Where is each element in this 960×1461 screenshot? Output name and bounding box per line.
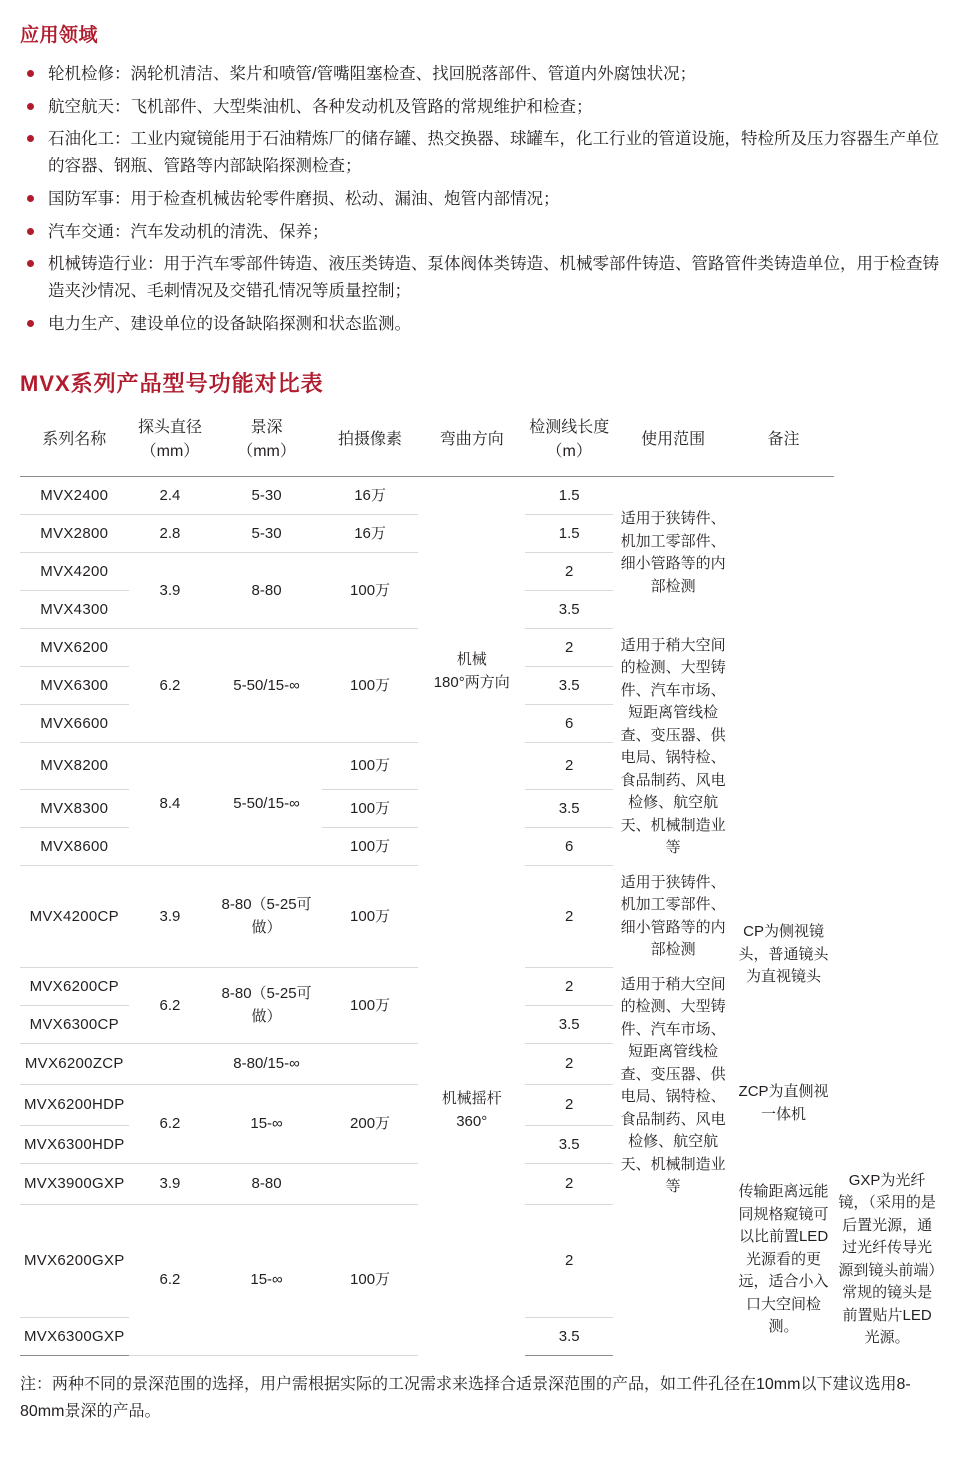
cell-series: MVX6300GXP bbox=[20, 1318, 129, 1356]
list-item bbox=[20, 126, 940, 179]
cell-length: 3.5 bbox=[525, 790, 613, 828]
cell-diameter: 3.9 bbox=[129, 553, 212, 629]
cell-pixels: 100万 bbox=[322, 828, 419, 866]
cell-diameter: 6.2 bbox=[129, 968, 212, 1044]
product-comparison-table bbox=[20, 412, 940, 1356]
cell-usage: 适用于狭铸件、机加工零部件、细小管路等的内部检测 bbox=[620, 510, 726, 595]
cell-remark: GXP为光纤镜，（采用的是后置光源，通过光纤传导光源到镜头前端）常规的镜头是前置贴片LED光源。 bbox=[838, 1171, 936, 1347]
cell-series: MVX4200CP bbox=[20, 866, 129, 968]
cell-series: MVX8200 bbox=[20, 743, 129, 790]
bend-line1: 机械 bbox=[456, 651, 487, 669]
cell-length: 2 bbox=[525, 1205, 613, 1318]
list-item bbox=[20, 311, 940, 338]
cell-pixels bbox=[322, 1164, 419, 1205]
cell-depth: 15-∞ bbox=[211, 1205, 321, 1356]
cell-length: 2 bbox=[525, 1164, 613, 1205]
cell-pixels: 16万 bbox=[322, 515, 419, 553]
bend-line2: 360° bbox=[456, 1112, 488, 1130]
list-item-text: 轮机检修：涡轮机清洁、桨片和喷管/管嘴阻塞检查、找回脱落部件、管道内外腐蚀状况； bbox=[48, 65, 697, 83]
bend-line1: 机械摇杆 bbox=[441, 1090, 502, 1108]
cell-series: MVX8300 bbox=[20, 790, 129, 828]
col-header-depth-of-field bbox=[211, 412, 321, 477]
cell-length: 3.5 bbox=[525, 667, 613, 705]
header-line1: 景深 bbox=[250, 419, 283, 437]
col-header-remark bbox=[733, 412, 834, 477]
cell-depth: 8-80 bbox=[211, 553, 321, 629]
col-header-series bbox=[20, 412, 129, 477]
table-header-row bbox=[20, 412, 940, 477]
cell-diameter: 6.2 bbox=[129, 1085, 212, 1164]
col-header-cable-length bbox=[525, 412, 613, 477]
list-item bbox=[20, 186, 940, 213]
cell-depth: 8-80 bbox=[211, 1164, 321, 1205]
cell-series: MVX6300 bbox=[20, 667, 129, 705]
list-item-text: 国防军事：用于检查机械齿轮零件磨损、松动、漏油、炮管内部情况； bbox=[48, 189, 560, 208]
cell-series: MVX3900GXP bbox=[20, 1164, 129, 1205]
header-line1: 检测线长度 bbox=[529, 419, 610, 437]
cell-pixels: 100万 bbox=[322, 629, 419, 743]
col-header-usage bbox=[613, 412, 733, 477]
cell-length: 3.5 bbox=[525, 1318, 613, 1356]
bend-line2: 180°两方向 bbox=[433, 673, 510, 691]
table-row bbox=[20, 477, 940, 515]
cell-pixels: 200万 bbox=[322, 1085, 419, 1164]
cell-depth: 8-80（5-25可做） bbox=[211, 968, 321, 1044]
cell-series: MVX2400 bbox=[20, 477, 129, 515]
list-item bbox=[20, 219, 940, 246]
cell-usage: 传输距离远能同规格窥镜可以比前置LED光源看的更远，适合小入口大空间检测。 bbox=[738, 1183, 829, 1336]
cell-length: 3.5 bbox=[525, 591, 613, 629]
cell-depth: 8-80/15-∞ bbox=[211, 1044, 321, 1085]
cell-remark: ZCP为直侧视一体机 bbox=[738, 1083, 829, 1123]
applications-title: 应用领域 bbox=[20, 25, 99, 46]
list-item bbox=[20, 94, 940, 121]
list-item-text: 航空航天：飞机部件、大型柴油机、各种发动机及管路的常规维护和检查； bbox=[48, 97, 593, 116]
bullet-dot-icon bbox=[27, 103, 34, 110]
cell-length: 6 bbox=[525, 705, 613, 743]
bullet-dot-icon bbox=[27, 135, 34, 142]
cell-diameter: 6.2 bbox=[129, 1205, 212, 1356]
cell-length: 1.5 bbox=[525, 477, 613, 515]
header-line1: 使用范围 bbox=[641, 431, 706, 449]
cell-depth: 5-30 bbox=[211, 477, 321, 515]
cell-length: 2 bbox=[525, 968, 613, 1006]
header-line1: 弯曲方向 bbox=[439, 431, 504, 449]
cell-usage: 适用于稍大空间的检测、大型铸件、汽车市场、短距离管线检查、变压器、供电局、锅特检、食品制药、风电检修、航空航天、机械制造业等 bbox=[620, 636, 726, 857]
cell-diameter bbox=[129, 1044, 212, 1085]
header-line2: （mm） bbox=[237, 443, 296, 461]
cell-usage: 适用于狭铸件、机加工零部件、细小管路等的内部检测 bbox=[620, 873, 726, 959]
cell-length: 1.5 bbox=[525, 515, 613, 553]
header-line2: （m） bbox=[546, 443, 592, 461]
col-header-diameter bbox=[129, 412, 212, 477]
list-item bbox=[20, 61, 940, 88]
cell-series: MVX2800 bbox=[20, 515, 129, 553]
cell-depth: 15-∞ bbox=[211, 1085, 321, 1164]
col-header-pixels bbox=[322, 412, 419, 477]
cell-series: MVX6200 bbox=[20, 629, 129, 667]
cell-series: MVX6600 bbox=[20, 705, 129, 743]
bullet-dot-icon bbox=[27, 195, 34, 202]
list-item-text: 机械铸造行业：用于汽车零部件铸造、液压类铸造、泵体阀体类铸造、机械零部件铸造、管路管件类铸造单位，用于检查铸造夹沙情况、毛刺情况及交错孔情况等质量控制； bbox=[48, 255, 939, 301]
cell-length: 2 bbox=[525, 1044, 613, 1085]
cell-pixels: 100万 bbox=[322, 968, 419, 1044]
cell-length: 2 bbox=[525, 553, 613, 591]
cell-pixels: 100万 bbox=[322, 866, 419, 968]
col-header-bend-direction bbox=[418, 412, 525, 477]
cell-diameter: 2.8 bbox=[129, 515, 212, 553]
cell-diameter: 2.4 bbox=[129, 477, 212, 515]
cell-diameter: 3.9 bbox=[129, 866, 212, 968]
cell-series: MVX6300CP bbox=[20, 1006, 129, 1044]
cell-series: MVX6200CP bbox=[20, 968, 129, 1006]
cell-series: MVX4300 bbox=[20, 591, 129, 629]
bullet-dot-icon bbox=[27, 320, 34, 327]
header-line2: （mm） bbox=[140, 443, 200, 461]
cell-pixels bbox=[322, 1044, 419, 1085]
list-item-text: 汽车交通：汽车发动机的清洗、保养； bbox=[48, 222, 329, 241]
cell-pixels: 100万 bbox=[322, 553, 419, 629]
cell-diameter: 6.2 bbox=[129, 629, 212, 743]
header-line1: 拍摄像素 bbox=[338, 431, 403, 449]
bullet-dot-icon bbox=[27, 260, 34, 267]
cell-length: 2 bbox=[525, 629, 613, 667]
cell-length: 2 bbox=[525, 1085, 613, 1126]
cell-series: MVX6200HDP bbox=[20, 1085, 129, 1126]
cell-length: 2 bbox=[525, 866, 613, 968]
cell-bend-bottom bbox=[418, 866, 525, 1356]
cell-depth: 8-80（5-25可做） bbox=[211, 866, 321, 968]
table-header bbox=[20, 412, 940, 477]
cell-remark: CP为侧视镜头，普通镜头为直视镜头 bbox=[738, 923, 829, 986]
cell-diameter: 3.9 bbox=[129, 1164, 212, 1205]
cell-depth: 5-50/15-∞ bbox=[211, 629, 321, 743]
table-row bbox=[20, 866, 940, 968]
cell-pixels: 100万 bbox=[322, 743, 419, 790]
cell-pixels: 16万 bbox=[322, 477, 419, 515]
cell-length: 6 bbox=[525, 828, 613, 866]
cell-series: MVX8600 bbox=[20, 828, 129, 866]
cell-depth: 5-50/15-∞ bbox=[211, 743, 321, 866]
cell-diameter: 8.4 bbox=[129, 743, 212, 866]
cell-length: 3.5 bbox=[525, 1006, 613, 1044]
cell-remark-empty bbox=[733, 477, 834, 866]
table-body bbox=[20, 477, 940, 1356]
cell-pixels: 100万 bbox=[322, 790, 419, 828]
cell-series: MVX6200ZCP bbox=[20, 1044, 129, 1085]
cell-series: MVX6300HDP bbox=[20, 1126, 129, 1164]
list-item-text: 电力生产、建设单位的设备缺陷探测和状态监测。 bbox=[48, 314, 411, 333]
header-line1: 备注 bbox=[767, 431, 800, 449]
header-line1: 探头直径 bbox=[137, 419, 202, 437]
cell-usage: 适用于稍大空间的检测、大型铸件、汽车市场、短距离管线检查、变压器、供电局、锅特检、食品制药、风电检修、航空航天、机械制造业等 bbox=[620, 975, 726, 1196]
list-item bbox=[20, 251, 940, 304]
table-note: 注：两种不同的景深范围的选择，用户需根据实际的工况需求来选择合适景深范围的产品，如工件孔径在10mm以下建议选用8-80mm景深的产品。 bbox=[20, 1376, 911, 1420]
bullet-dot-icon bbox=[27, 70, 34, 77]
cell-pixels: 100万 bbox=[322, 1205, 419, 1356]
bullet-dot-icon bbox=[27, 228, 34, 235]
header-line1: 系列名称 bbox=[42, 431, 107, 449]
cell-bend-top bbox=[418, 477, 525, 866]
cell-length: 3.5 bbox=[525, 1126, 613, 1164]
cell-depth: 5-30 bbox=[211, 515, 321, 553]
cell-series: MVX4200 bbox=[20, 553, 129, 591]
applications-list bbox=[20, 61, 940, 337]
list-item-text: 石油化工：工业内窥镜能用于石油精炼厂的储存罐、热交换器、球罐车，化工行业的管道设施，特检所及压力容器生产单位的容器、钢瓶、管路等内部缺陷探测检查； bbox=[48, 130, 939, 176]
comparison-table-title: MVX系列产品型号功能对比表 bbox=[20, 371, 324, 397]
cell-series: MVX6200GXP bbox=[20, 1205, 129, 1318]
cell-length: 2 bbox=[525, 743, 613, 790]
